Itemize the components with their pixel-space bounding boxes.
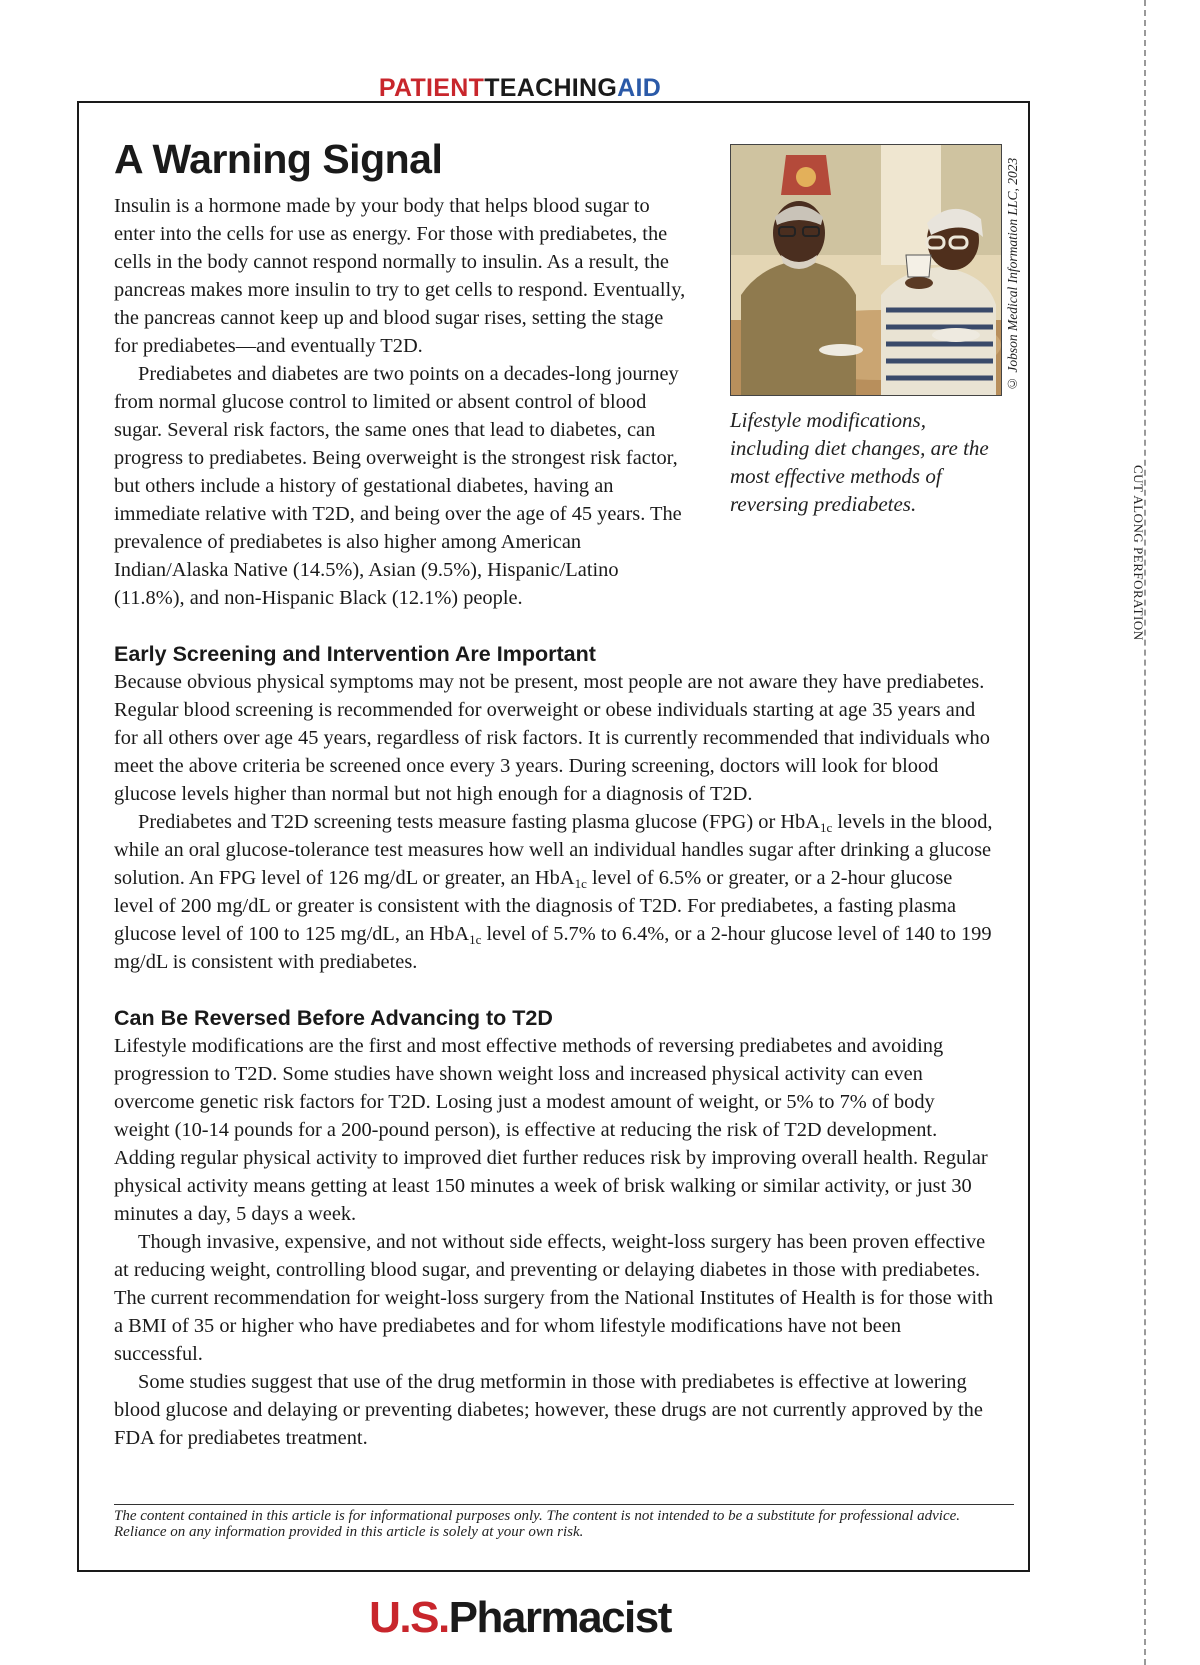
page-title: A Warning Signal bbox=[114, 136, 443, 182]
perforation-line bbox=[1144, 0, 1146, 1665]
intro-paragraph-2: Prediabetes and diabetes are two points on a decades-long journey from normal glucose control to limited or absent control of blood sugar. Several risk factors, the same ones that lead to diabetes, can progress to prediabetes. Being overweight is the strongest risk factor, but others include a history of gestational diabetes, having an immediate relative with T2D, and being over the age of 45 years. The prevalence of prediabetes is also higher among American Indian/Alaska Native (14.5%), Asian (9.5%), Hispanic/Latino (11.8%), and non-Hispanic Black (12.1%) people. bbox=[114, 363, 682, 609]
photo-float-spacer bbox=[704, 192, 994, 570]
banner-patient: PATIENT bbox=[378, 74, 485, 102]
photo-credit: © Jobson Medical Information LLC, 2023 bbox=[1005, 157, 1020, 391]
us-pharmacist-logo bbox=[0, 1592, 1040, 1644]
section-reversal bbox=[114, 1004, 994, 1452]
photo-caption: Lifestyle modifications, including diet changes, are the most effective methods of reversing prediabetes. bbox=[730, 408, 989, 516]
disclaimer: The content contained in this article is for informational purposes only. The content is not intended to be a substitute for professional advice. Reliance on any information provided in this article is solely at your own risk. bbox=[114, 1504, 1014, 1540]
section-heading-reversal: Can Be Reversed Before Advancing to T2D bbox=[114, 1006, 553, 1030]
banner bbox=[0, 74, 1040, 102]
screening-paragraph-2: Prediabetes and T2D screening tests measure fasting plasma glucose (FPG) or HbA$_{1c}$ levels in the blood, while an oral glucose-tolerance test measures how well an individual handles sugar after drinking a glucose solution. An FPG level of 126 mg/dL or greater, an HbA$_{1c}$ level of 6.5% or greater, or a 2-hour glucose level of 200 mg/dL or greater is consistent with the diagnosis of T2D. For prediabetes, a fasting plasma glucose level of 100 to 125 mg/dL, an HbA$_{1c}$ level of 5.7% to 6.4%, or a 2-hour glucose level of 140 to 199 mg/dL is consistent with prediabetes. bbox=[114, 811, 993, 973]
reversal-paragraph-1: Lifestyle modifications are the first and most effective methods of reversing prediabetes and avoiding progression to T2D. Some studies have shown weight loss and increased physical activity can even overcome genetic risk factors for T2D. Losing just a modest amount of weight, or 5% to 7% of body weight (10-14 pounds for a 200-pound person), is effective at reducing the risk of T2D development. Adding regular physical activity to improved diet further reduces risk by improving overall health. Regular physical activity means getting at least 150 minutes a week of brisk walking or similar activity, or just 30 minutes a day, 5 days a week. bbox=[114, 1035, 988, 1225]
banner-teaching: TEACHING bbox=[484, 74, 618, 102]
reversal-paragraph-2: Though invasive, expensive, and not without side effects, weight-loss surgery has been proven effective at reducing weight, controlling blood sugar, and preventing or delaying diabetes in those with prediabetes. The current recommendation for weight-loss surgery from the National Institutes of Health is for those with a BMI of 35 or higher who have prediabetes and for whom lifestyle modifications have not been successful. bbox=[114, 1231, 994, 1365]
logo-pharmacist: Pharmacist bbox=[448, 1593, 671, 1642]
cut-along-perforation-label: CUT ALONG PERFORATION bbox=[1131, 465, 1146, 641]
banner-aid: AID bbox=[617, 74, 662, 102]
reversal-paragraph-3: Some studies suggest that use of the drug metformin in those with prediabetes is effective at lowering blood glucose and delaying or preventing diabetes; however, these drugs are not currently approved by the FDA for prediabetes treatment. bbox=[114, 1371, 983, 1449]
logo-us: U.S. bbox=[369, 1593, 449, 1642]
screening-paragraph-1: Because obvious physical symptoms may not be present, most people are not aware they have prediabetes. Regular blood screening is recommended for overweight or obese individuals starting at age 35 years and for all others over age 45 years, regardless of risk factors. It is currently recommended that individuals who meet the above criteria be screened once every 3 years. During screening, doctors will look for blood glucose levels higher than normal but not high enough for a diagnosis of T2D. bbox=[114, 671, 990, 805]
section-early-screening bbox=[114, 640, 994, 976]
article-body bbox=[114, 134, 994, 1452]
intro-paragraph-1: Insulin is a hormone made by your body that helps blood sugar to enter into the cells for use as energy. For those with prediabetes, the cells in the body cannot respond normally to insulin. As a result, the pancreas makes more insulin to try to get cells to respond. Eventually, the pancreas cannot keep up and blood sugar rises, setting the stage for prediabetes—and eventually T2D. bbox=[114, 195, 686, 357]
section-heading-early-screening: Early Screening and Intervention Are Important bbox=[114, 642, 596, 666]
